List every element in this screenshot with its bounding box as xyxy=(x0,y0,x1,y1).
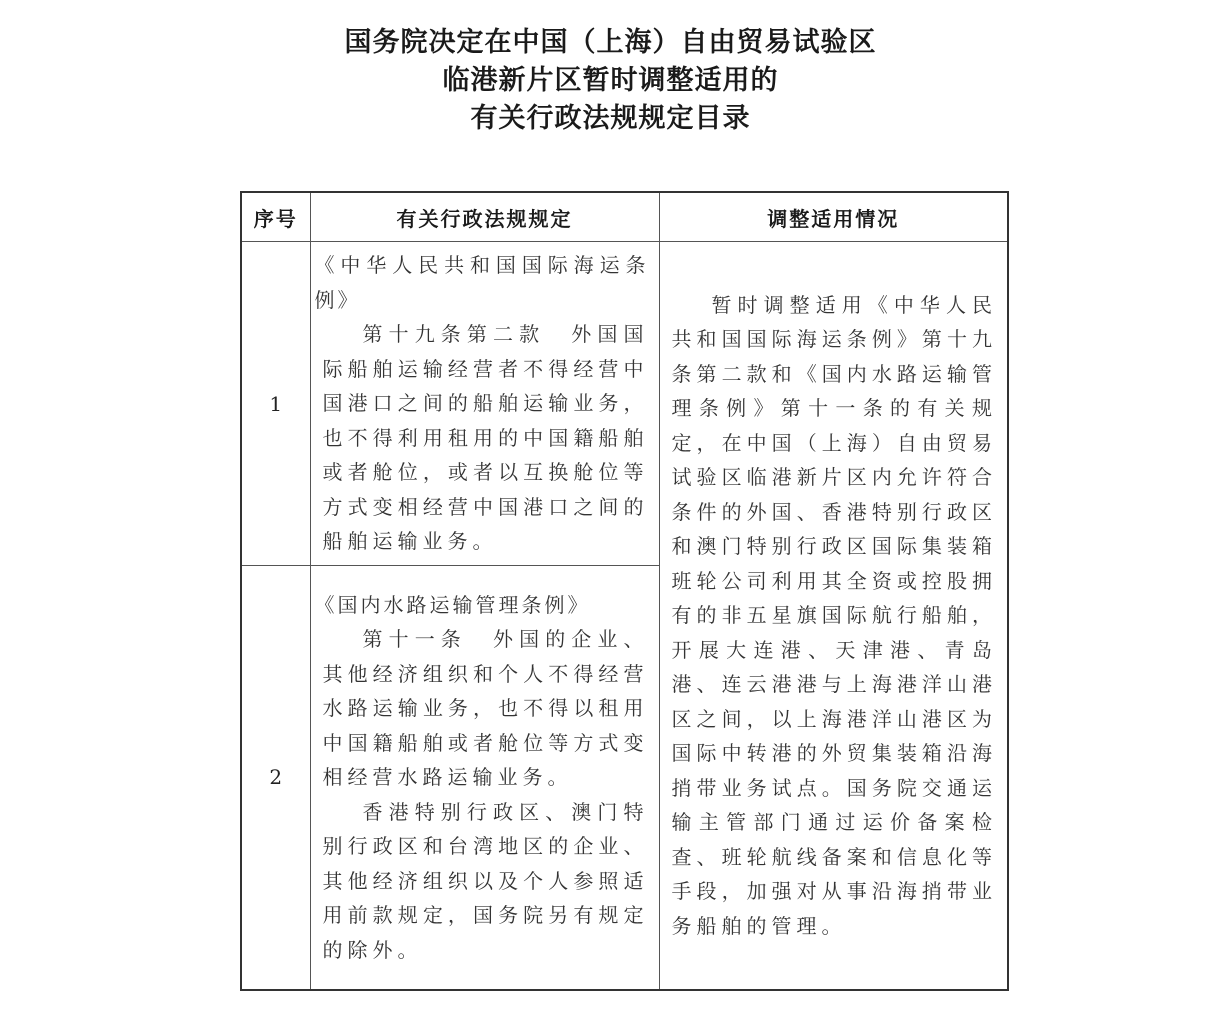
table-row xyxy=(241,242,1008,566)
document-title xyxy=(0,24,1221,138)
adjustment-description xyxy=(659,242,1008,990)
row-2-serial-number: 2 xyxy=(241,566,310,990)
row-1-regulation-name: 《中华人民共和国国际海运条例》 xyxy=(314,253,649,312)
row-1-regulation-paragraph: 第十九条第二款 外国国际船舶运输经营者不得经营中国港口之间的船舶运输业务，也不得利用租用的中国籍船舶或者舱位，或者以互换舱位等方式变相经营中国港口之间的船舶运输业务。 xyxy=(322,322,649,554)
header-regulation: 有关行政法规规定 xyxy=(310,192,659,242)
title-line-1: 国务院决定在中国（上海）自由贸易试验区 xyxy=(344,27,877,58)
table-header-row xyxy=(241,192,1008,242)
adjustment-paragraph: 暂时调整适用《中华人民共和国国际海运条例》第十九条第二款和《国内水路运输管理条例》第十一条的有关规定，在中国（上海）自由贸易试验区临港新片区内允许符合条件的外国、香港特别行政区和澳门特别行政区国际集装箱班轮公司利用其全资或控股拥有的非五星旗国际航行船舶，开展大连港、天津港、青岛港、连云港港与上海港洋山港区之间，以上海港洋山港区为国际中转港的外贸集装箱沿海捎带业务试点。国务院交通运输主管部门通过运价备案检查、班轮航线备案和信息化等手段，加强对从事沿海捎带业务船舶的管理。 xyxy=(671,292,997,938)
title-line-3: 有关行政法规规定目录 xyxy=(470,103,751,134)
row-1-regulation xyxy=(310,242,659,566)
regulation-table xyxy=(240,191,1009,991)
header-serial-number: 序号 xyxy=(241,192,310,242)
row-2-regulation-paragraph-1: 第十一条 外国的企业、其他经济组织和个人不得经营水路运输业务，也不得以租用中国籍船舶或者舱位等方式变相经营水路运输业务。 xyxy=(322,627,649,789)
row-2-regulation xyxy=(310,566,659,990)
row-2-regulation-name: 《国内水路运输管理条例》 xyxy=(314,592,591,617)
row-2-regulation-paragraph-2: 香港特别行政区、澳门特别行政区和台湾地区的企业、其他经济组织以及个人参照适用前款规定，国务院另有规定的除外。 xyxy=(322,799,649,962)
row-1-serial-number: 1 xyxy=(241,242,310,566)
header-adjustment: 调整适用情况 xyxy=(659,192,1008,242)
title-line-2: 临港新片区暂时调整适用的 xyxy=(442,65,779,96)
